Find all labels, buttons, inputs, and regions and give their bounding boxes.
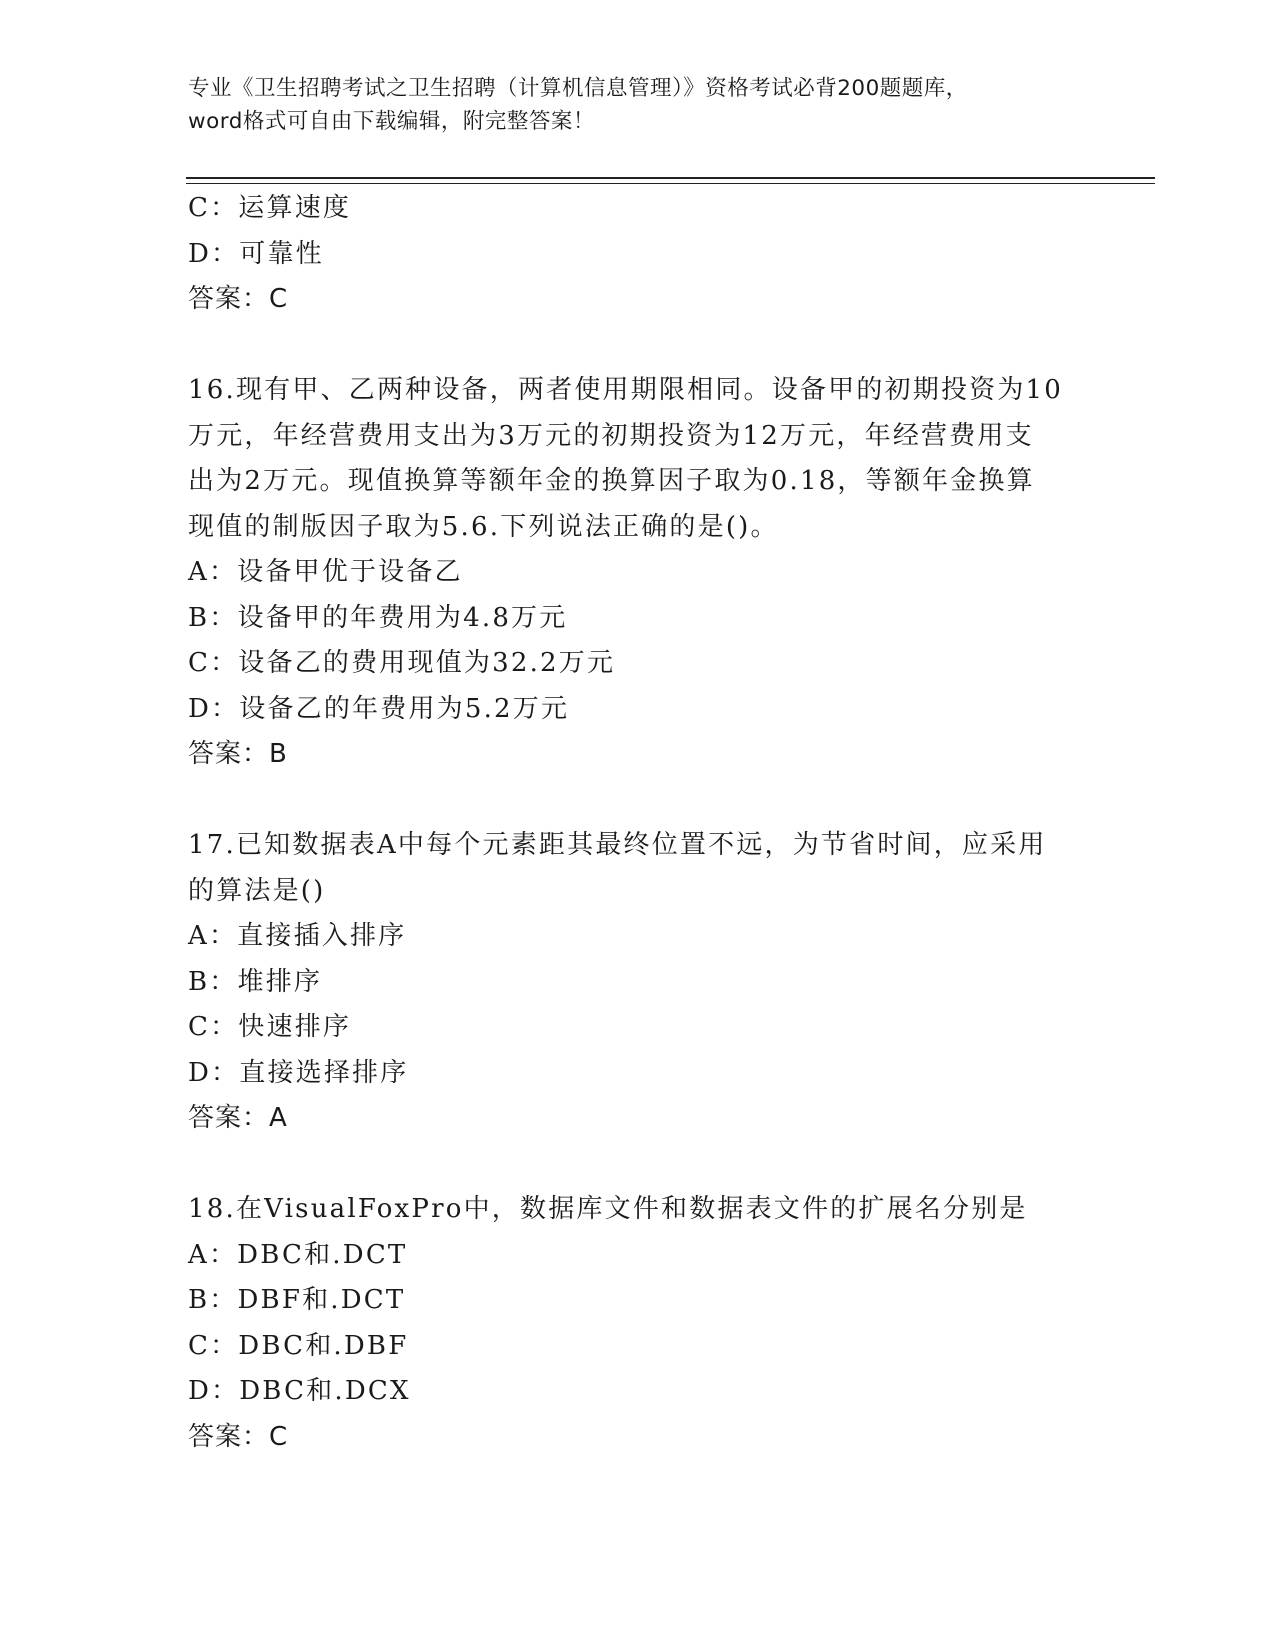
header-rule-thin	[186, 183, 1155, 184]
answer-line: 答案：A	[188, 1103, 288, 1133]
header-line-1: 专业《卫生招聘考试之卫生招聘（计算机信息管理）》资格考试必背200题题库，	[188, 76, 968, 101]
option-d: D：直接选择排序	[188, 1057, 409, 1088]
option-c: C：快速排序	[188, 1012, 352, 1042]
header-rule-thick	[186, 177, 1155, 179]
option-c: C：DBC和.DBF	[188, 1330, 409, 1361]
header-line-2: word格式可自由下载编辑，附完整答案！	[188, 109, 595, 134]
option-a: A：设备甲优于设备乙	[188, 557, 463, 587]
spacer	[188, 323, 1088, 369]
question-stem-line: 的算法是()	[188, 875, 326, 906]
spacer	[188, 1142, 1088, 1188]
option-b: B：堆排序	[188, 966, 323, 997]
continued-question	[188, 186, 1088, 323]
answer-line: 答案：C	[188, 1421, 289, 1452]
spacer	[188, 778, 1088, 824]
question-stem-line: 出为2万元。现值换算等额年金的换算因子取为0.18，等额年金换算	[188, 466, 1035, 496]
question-16	[188, 368, 1088, 778]
option-a: A：DBC和.DCT	[188, 1239, 408, 1270]
option-b: B：DBF和.DCT	[188, 1285, 406, 1315]
option-d: D：设备乙的年费用为5.2万元	[188, 693, 570, 724]
option-d: D：DBC和.DCX	[188, 1376, 411, 1406]
question-stem-line: 现值的制版因子取为5.6.下列说法正确的是()。	[188, 511, 779, 542]
option-c: C：运算速度	[188, 193, 352, 223]
question-stem-line: 万元，年经营费用支出为3万元的初期投资为12万元，年经营费用支	[188, 420, 1034, 451]
option-d: D：可靠性	[188, 238, 324, 269]
question-stem-line: 17.已知数据表A中每个元素距其最终位置不远，为节省时间，应采用	[188, 830, 1047, 860]
answer-line: 答案：B	[188, 739, 288, 769]
question-stem-line: 18.在VisualFoxPro中，数据库文件和数据表文件的扩展名分别是	[188, 1194, 1028, 1224]
answer-line: 答案：C	[188, 284, 289, 314]
question-17	[188, 823, 1088, 1142]
option-b: B：设备甲的年费用为4.8万元	[188, 602, 568, 633]
question-stem-line: 16.现有甲、乙两种设备，两者使用期限相同。设备甲的初期投资为10	[188, 375, 1064, 405]
question-18	[188, 1187, 1088, 1460]
option-c: C：设备乙的费用现值为32.2万元	[188, 648, 616, 678]
document-body	[188, 186, 1088, 1460]
option-a: A：直接插入排序	[188, 921, 407, 951]
document-header	[188, 72, 1068, 138]
